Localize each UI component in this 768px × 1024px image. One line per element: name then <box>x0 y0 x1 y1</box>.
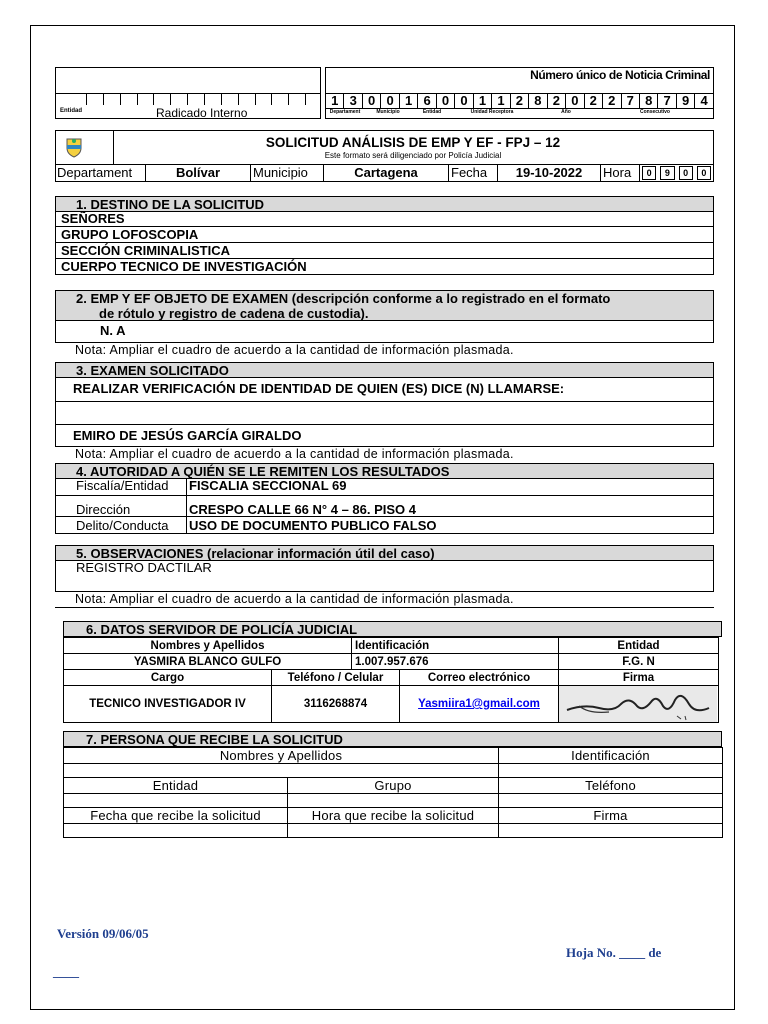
noticia-digit: 0 <box>565 94 583 108</box>
s7-h-fecha: Fecha que recibe la solicitud <box>64 808 288 824</box>
section-3-header: 3. EXAMEN SOLICITADO <box>55 362 714 378</box>
s6-entidad: F.G. N <box>559 654 719 670</box>
code-label-unidad: Unidad Receptora <box>470 109 514 115</box>
code-label-ano: Año <box>561 109 571 115</box>
coat-of-arms-icon <box>64 136 84 158</box>
s7-grupo-input[interactable] <box>288 794 499 808</box>
signature-image <box>559 686 717 722</box>
s5-title: 5. OBSERVACIONES <box>76 546 204 561</box>
s7-ident-input[interactable] <box>499 764 723 778</box>
s7-h-hora: Hora que recibe la solicitud <box>288 808 499 824</box>
s5-value: REGISTRO DACTILAR <box>76 560 212 575</box>
signature-cell <box>559 686 719 723</box>
hora-digit: 9 <box>660 166 674 180</box>
s4-value-delito: USO DE DOCUMENTO PUBLICO FALSO <box>189 518 437 533</box>
noticia-digit: 7 <box>657 94 675 108</box>
hora-digit: 0 <box>642 166 656 180</box>
noticia-digits <box>326 93 713 108</box>
logo-box <box>56 131 114 164</box>
s2-title-2: de rótulo y registro de cadena de custodia). <box>99 306 369 321</box>
s4-row-fiscalia <box>55 478 714 496</box>
section-5-header <box>55 545 714 561</box>
s4-row-delito <box>55 517 714 534</box>
s6-correo-cell <box>400 686 559 723</box>
radicado-label: Radicado Interno <box>156 106 248 120</box>
form-title: SOLICITUD ANÁLISIS DE EMP Y EF - FPJ – 12 <box>265 135 561 150</box>
municipio-label: Municipio <box>251 165 324 181</box>
s7-nombres-input[interactable] <box>64 764 499 778</box>
noticia-digit: 1 <box>399 94 417 108</box>
noticia-digit: 0 <box>454 94 472 108</box>
radicado-tick-row <box>86 93 322 105</box>
s7-h-nombres: Nombres y Apellidos <box>64 748 499 764</box>
noticia-digit: 6 <box>417 94 435 108</box>
note-3-underline <box>55 607 714 608</box>
s1-line-3: SECCIÓN CRIMINALISTICA <box>55 243 714 259</box>
departamento-label: Departament <box>56 165 146 181</box>
section-1-header: 1. DESTINO DE LA SOLICITUD <box>55 196 714 212</box>
municipio-value: Cartagena <box>324 165 449 181</box>
entidad-label: Entidad <box>60 108 82 114</box>
code-label-departament: Departament <box>329 109 361 115</box>
fecha-value: 19-10-2022 <box>498 165 601 181</box>
s7-h-ident: Identificación <box>499 748 723 764</box>
s6-h-cargo: Cargo <box>64 670 272 686</box>
s7-firma-input[interactable] <box>499 824 723 838</box>
note-2: Nota: Ampliar el cuadro de acuerdo a la cantidad de información plasmada. <box>75 447 514 461</box>
noticia-digit: 1 <box>473 94 491 108</box>
s1-line-2: GRUPO LOFOSCOPIA <box>55 227 714 243</box>
section-2-header <box>55 290 714 321</box>
note-3: Nota: Ampliar el cuadro de acuerdo a la cantidad de información plasmada. <box>75 592 514 606</box>
s2-value: N. A <box>100 323 126 338</box>
s6-h-entidad: Entidad <box>559 638 719 654</box>
s6-correo-link[interactable]: Yasmiira1@gmail.com <box>418 698 540 710</box>
noticia-digit: 7 <box>621 94 639 108</box>
footer-hoja-2: ____ <box>53 964 79 979</box>
hora-digits <box>640 165 713 181</box>
noticia-digit: 1 <box>331 93 339 108</box>
noticia-digit: 8 <box>528 94 546 108</box>
s6-nombre: YASMIRA BLANCO GULFO <box>64 654 352 670</box>
noticia-digit: 0 <box>436 94 454 108</box>
s3-box <box>55 377 714 447</box>
hora-digit: 0 <box>679 166 693 180</box>
noticia-digit: 2 <box>510 94 528 108</box>
s7-hora-input[interactable] <box>288 824 499 838</box>
radicado-box <box>55 67 321 119</box>
fecha-label: Fecha <box>449 165 498 181</box>
location-row <box>55 165 714 182</box>
noticia-digit: 1 <box>491 94 509 108</box>
s5-box <box>55 560 714 592</box>
code-label-entidad: Entidad <box>422 109 442 115</box>
noticia-digit: 2 <box>584 94 602 108</box>
s6-h-correo: Correo electrónico <box>400 670 559 686</box>
s7-tel-input[interactable] <box>499 794 723 808</box>
s6-table-2 <box>63 669 719 723</box>
footer-version: Versión 09/06/05 <box>57 926 149 941</box>
s4-row-direccion <box>55 496 714 517</box>
noticia-digit: 4 <box>694 94 712 108</box>
s4-label-direccion: Dirección <box>56 496 187 516</box>
s6-h-nombres: Nombres y Apellidos <box>64 638 352 654</box>
hora-digit: 0 <box>697 166 711 180</box>
s5-title-extra: (relacionar información útil del caso) <box>203 546 435 561</box>
s6-table <box>63 637 719 670</box>
noticia-digit: 2 <box>547 94 565 108</box>
s4-label-delito: Delito/Conducta <box>56 517 187 533</box>
s7-h-grupo: Grupo <box>288 778 499 794</box>
noticia-digit: 9 <box>676 94 694 108</box>
s7-entidad-input[interactable] <box>64 794 288 808</box>
section-7-header: 7. PERSONA QUE RECIBE LA SOLICITUD <box>63 731 722 747</box>
form-subtitle: Este formato será diligenciado por Policía Judicial <box>324 151 502 160</box>
code-labels <box>326 108 713 120</box>
s4-value-direccion: CRESPO CALLE 66 N° 4 – 86. PISO 4 <box>189 502 416 517</box>
title-box <box>55 130 714 165</box>
noticia-criminal-box <box>325 67 714 119</box>
s4-label-fiscalia: Fiscalía/Entidad <box>56 478 187 495</box>
s6-tel: 3116268874 <box>272 686 400 723</box>
s3-line-2: EMIRO DE JESÚS GARCÍA GIRALDO <box>73 428 302 443</box>
s2-title-1: 2. EMP Y EF OBJETO DE EXAMEN (descripción conforme a lo registrado en el formato <box>76 291 611 306</box>
s6-h-tel: Teléfono / Celular <box>272 670 400 686</box>
s4-value-fiscalia: FISCALIA SECCIONAL 69 <box>189 478 347 493</box>
s6-ident: 1.007.957.676 <box>352 654 559 670</box>
noticia-digit: 2 <box>602 94 620 108</box>
s7-h-tel: Teléfono <box>499 778 723 794</box>
departamento-value: Bolívar <box>146 165 251 181</box>
s6-h-ident: Identificación <box>352 638 559 654</box>
s4-table <box>55 478 714 534</box>
noticia-title: Número único de Noticia Criminal <box>530 68 710 82</box>
code-label-municipio: Municipio <box>376 109 400 115</box>
s1-line-1: SEÑORES <box>55 211 714 227</box>
s7-table <box>63 747 723 838</box>
s6-h-firma: Firma <box>559 670 719 686</box>
hora-label: Hora <box>601 165 640 181</box>
noticia-digit: 8 <box>639 94 657 108</box>
s7-fecha-input[interactable] <box>64 824 288 838</box>
s2-value-box <box>55 321 714 343</box>
s7-h-firma: Firma <box>499 808 723 824</box>
noticia-digit: 3 <box>343 94 361 108</box>
footer-hoja: Hoja No. ____ de <box>566 945 662 960</box>
note-1: Nota: Ampliar el cuadro de acuerdo a la cantidad de información plasmada. <box>75 343 514 357</box>
s3-line-1: REALIZAR VERIFICACIÓN DE IDENTIDAD DE QUIEN (ES) DICE (N) LLAMARSE: <box>73 381 565 396</box>
section-4-header: 4. AUTORIDAD A QUIÉN SE LE REMITEN LOS RESULTADOS <box>55 463 714 479</box>
section-6-header: 6. DATOS SERVIDOR DE POLICÍA JUDICIAL <box>63 621 722 637</box>
noticia-digit: 0 <box>362 94 380 108</box>
code-label-consecutivo: Consecutivo <box>639 109 670 115</box>
s7-h-entidad: Entidad <box>64 778 288 794</box>
s6-cargo: TECNICO INVESTIGADOR IV <box>64 686 272 723</box>
noticia-digit: 0 <box>380 94 398 108</box>
s1-line-4: CUERPO TECNICO DE INVESTIGACIÓN <box>55 259 714 275</box>
